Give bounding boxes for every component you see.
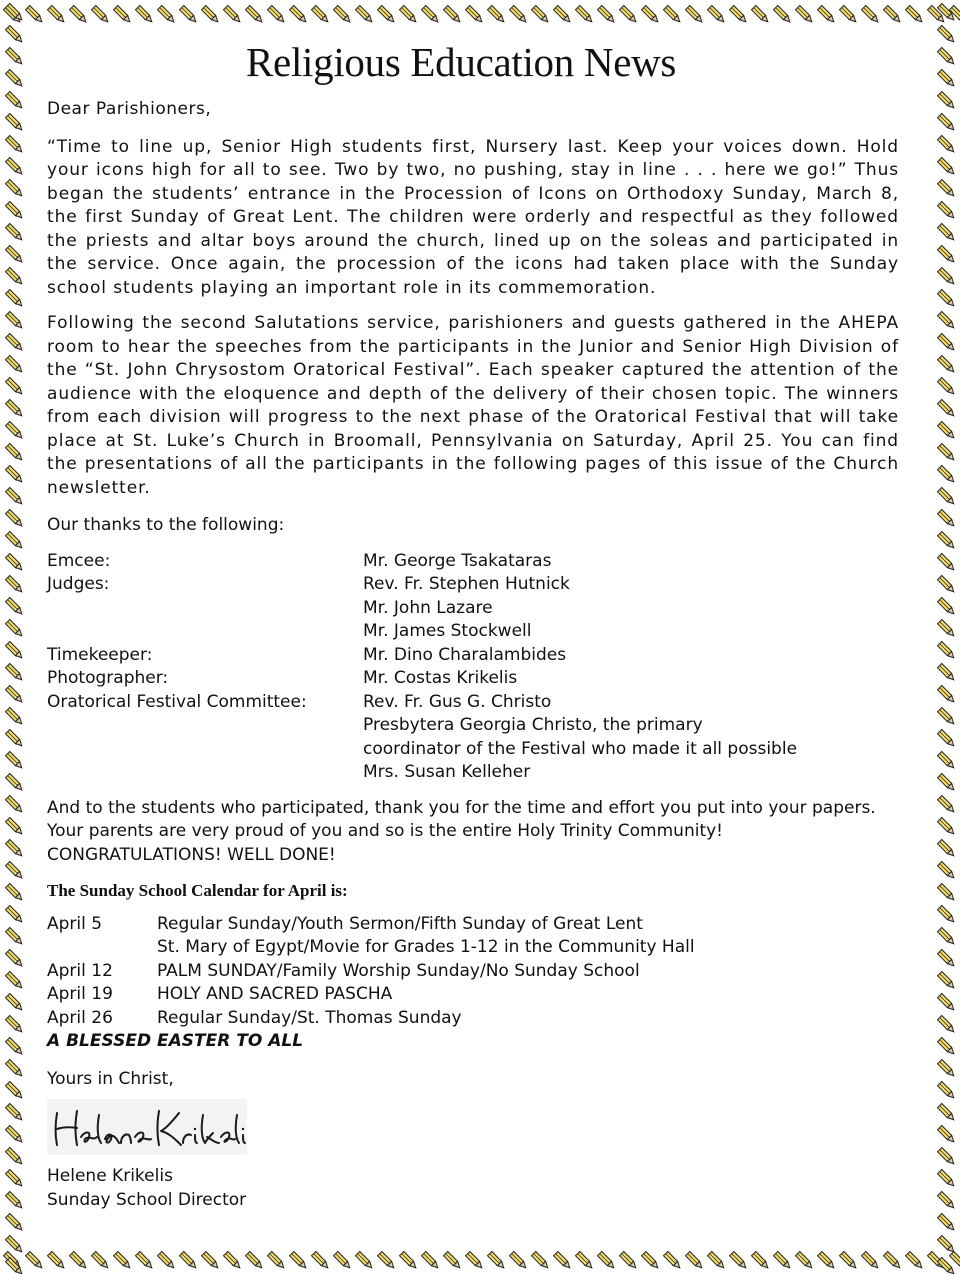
page-title: Religious Education News — [246, 39, 677, 85]
pencil-icon — [938, 510, 956, 528]
pencil-icon — [938, 202, 956, 220]
pencil-icon — [268, 6, 286, 24]
pencil-icon — [686, 6, 704, 24]
pencil-icon — [938, 884, 956, 902]
signer-title: Sunday School Director — [47, 1189, 247, 1210]
calendar-row — [47, 983, 695, 1007]
pencil-icon — [642, 1252, 660, 1270]
pencil-icon — [356, 6, 374, 24]
pencil-icon — [6, 928, 24, 946]
pencil-icon — [6, 532, 24, 550]
pencil-icon — [136, 1252, 154, 1270]
thanks-name: Mrs. Susan Kelleher — [363, 762, 531, 782]
thanks-row — [47, 550, 797, 574]
pencil-icon — [938, 70, 956, 88]
pencil-icon — [6, 598, 24, 616]
pencil-icon — [6, 1170, 24, 1188]
pencil-icon — [6, 290, 24, 308]
pencil-icon — [488, 6, 506, 24]
handwritten-signature — [47, 1099, 247, 1155]
pencil-icon — [6, 752, 24, 770]
pencil-icon — [938, 26, 956, 44]
pencil-icon — [884, 1252, 902, 1270]
pencil-icon — [752, 1252, 770, 1270]
pencil-icon — [938, 488, 956, 506]
pencil-icon — [862, 1252, 880, 1270]
signer-name: Helene Krikelis — [47, 1166, 173, 1186]
calendar-row — [47, 960, 695, 984]
pencil-icon — [6, 136, 24, 154]
pencil-icon — [6, 1038, 24, 1056]
pencil-icon — [554, 1252, 572, 1270]
pencil-icon — [576, 6, 594, 24]
calendar-events — [157, 1007, 695, 1031]
pencil-icon — [6, 312, 24, 330]
pencil-icon — [422, 6, 440, 24]
thanks-names — [363, 573, 797, 644]
pencil-icon — [6, 576, 24, 594]
pencil-icon — [6, 730, 24, 748]
pencil-icon — [6, 620, 24, 638]
calendar-date: April 19 — [47, 984, 113, 1004]
pencil-icon — [938, 444, 956, 462]
pencil-icon — [938, 840, 956, 858]
pencil-icon — [6, 158, 24, 176]
pencil-icon — [158, 6, 176, 24]
pencil-icon — [6, 224, 24, 242]
pencil-icon — [938, 246, 956, 264]
pencil-icon — [6, 862, 24, 880]
pencil-icon — [938, 4, 956, 22]
pencil-icon — [510, 1252, 528, 1270]
thanks-name: Presbytera Georgia Christo, the primary — [363, 715, 703, 735]
thanks-name: Mr. John Lazare — [363, 597, 493, 618]
paragraph-procession: “Time to line up, Senior High students first, Nursery last. Keep your voices down. Hold your icons high for all to see. Two by two, no pushing, stay in line . . . here we go!” Thus began the students’ entrance in the Procession of Icons on Orthodoxy Sunday, March 8, the first Sunday of Great Lent. The children were orderly and respectful as they followed the priests and altar boys around the church, lined up on the soleas and participated in the service. Once again, the procession of the icons had taken place with the Sunday school students playing an important role in its commemoration. — [47, 136, 899, 298]
pencil-icon — [312, 1252, 330, 1270]
pencil-icon — [554, 6, 572, 24]
calendar-event: St. Mary of Egypt/Movie for Grades 1-12 in the Community Hall — [157, 937, 695, 957]
calendar-event: HOLY AND SACRED PASCHA — [157, 984, 393, 1004]
calendar-table — [47, 913, 695, 1031]
pencil-icon — [400, 6, 418, 24]
pencil-icon — [180, 1252, 198, 1270]
pencil-icon — [938, 1258, 956, 1274]
pencil-icon — [938, 708, 956, 726]
pencil-icon — [26, 6, 44, 24]
pencil-icon — [6, 686, 24, 704]
pencil-icon — [6, 1104, 24, 1122]
calendar-date: April 5 — [47, 913, 103, 934]
pencil-icon — [6, 510, 24, 528]
pencil-icon — [598, 1252, 616, 1270]
thanks-names — [363, 550, 797, 574]
pencil-icon — [938, 1082, 956, 1100]
pencil-icon — [6, 1016, 24, 1034]
pencil-icon — [70, 6, 88, 24]
pencil-icon — [6, 1082, 24, 1100]
pencil-icon — [224, 6, 242, 24]
pencil-icon — [938, 730, 956, 748]
calendar-date: April 12 — [47, 960, 113, 981]
pencil-icon — [48, 6, 66, 24]
pencil-icon — [6, 796, 24, 814]
pencil-icon — [938, 158, 956, 176]
pencil-icon — [6, 840, 24, 858]
pencil-icon — [576, 1252, 594, 1270]
pencil-icon — [642, 6, 660, 24]
pencil-icon — [938, 48, 956, 66]
pencil-icon — [938, 642, 956, 660]
pencil-icon — [246, 6, 264, 24]
thanks-name: Rev. Fr. Gus G. Christo — [363, 691, 552, 712]
pencil-icon — [6, 708, 24, 726]
pencil-icon — [938, 1148, 956, 1166]
thanks-name: Mr. James Stockwell — [363, 621, 532, 641]
pencil-icon — [92, 6, 110, 24]
pencil-icon — [938, 664, 956, 682]
pencil-icon — [6, 664, 24, 682]
pencil-icon — [6, 1148, 24, 1166]
pencil-icon — [224, 1252, 242, 1270]
pencil-icon — [202, 6, 220, 24]
calendar-events — [157, 913, 695, 960]
pencil-icon — [6, 1126, 24, 1144]
pencil-icon — [938, 620, 956, 638]
pencil-icon — [938, 92, 956, 110]
pencil-icon — [938, 378, 956, 396]
pencil-icon — [906, 6, 924, 24]
pencil-icon — [422, 1252, 440, 1270]
pencil-icon — [938, 268, 956, 286]
calendar-heading: The Sunday School Calendar for April is: — [47, 881, 348, 900]
pencil-icon — [6, 114, 24, 132]
pencil-icon — [938, 290, 956, 308]
pencil-icon — [6, 70, 24, 88]
thanks-row — [47, 573, 797, 644]
pencil-icon — [938, 598, 956, 616]
pencil-icon — [444, 1252, 462, 1270]
pencil-icon — [290, 6, 308, 24]
pencil-icon — [158, 1252, 176, 1270]
pencil-icon — [6, 950, 24, 968]
pencil-border-left — [0, 0, 28, 1274]
pencil-icon — [6, 1236, 24, 1254]
pencil-icon — [938, 686, 956, 704]
pencil-icon — [70, 1252, 88, 1270]
pencil-icon — [312, 6, 330, 24]
pencil-icon — [796, 1252, 814, 1270]
thanks-names — [363, 667, 797, 691]
pencil-icon — [938, 224, 956, 242]
blessing: A BLESSED EASTER TO ALL — [47, 1031, 304, 1051]
pencil-icon — [938, 1016, 956, 1034]
thanks-names — [363, 644, 797, 668]
thanks-role: Oratorical Festival Committee: — [47, 691, 307, 712]
pencil-icon — [818, 6, 836, 24]
pencil-icon — [938, 1060, 956, 1078]
calendar-event: PALM SUNDAY/Family Worship Sunday/No Sunday School — [157, 960, 640, 981]
calendar-events — [157, 960, 695, 984]
pencil-icon — [6, 554, 24, 572]
pencil-icon — [466, 6, 484, 24]
calendar-row — [47, 913, 695, 960]
pencil-icon — [884, 6, 902, 24]
pencil-icon — [938, 862, 956, 880]
pencil-icon — [774, 1252, 792, 1270]
pencil-icon — [938, 532, 956, 550]
pencil-icon — [356, 1252, 374, 1270]
calendar-date: April 26 — [47, 1007, 113, 1028]
thanks-name: Mr. Costas Krikelis — [363, 668, 518, 688]
pencil-icon — [938, 466, 956, 484]
pencil-icon — [938, 796, 956, 814]
pencil-icon — [6, 906, 24, 924]
pencil-icon — [400, 1252, 418, 1270]
pencil-icon — [938, 312, 956, 330]
pencil-icon — [6, 378, 24, 396]
paragraph-oratorical: Following the second Salutations service, parishioners and guests gathered in the AHEPA room to hear the speeches from the participants in the Junior and Senior High Division of the “St. John Chrysostom Oratorical Festival”. Each speaker captured the attention of the audience with the eloquence and depth of the delivery of their chosen topic. The winners from each division will progress to the next phase of the Oratorical Festival that will take place at St. Luke’s Church in Broomall, Pennsylvania on Saturday, April 25. You can find the presentations of all the participants in the following pages of this issue of the Church newsletter. — [47, 313, 899, 498]
pencil-icon — [938, 950, 956, 968]
closing: Yours in Christ, — [47, 1068, 174, 1089]
pencil-icon — [6, 356, 24, 374]
pencil-icon — [114, 1252, 132, 1270]
pencil-icon — [6, 884, 24, 902]
greeting: Dear Parishioners, — [47, 99, 212, 119]
thanks-name: Mr. Dino Charalambides — [363, 644, 567, 665]
pencil-icon — [6, 1060, 24, 1078]
pencil-icon — [136, 6, 154, 24]
pencil-icon — [938, 1170, 956, 1188]
pencil-icon — [938, 994, 956, 1012]
pencil-icon — [6, 48, 24, 66]
pencil-icon — [730, 6, 748, 24]
pencil-icon — [938, 928, 956, 946]
pencil-icon — [6, 246, 24, 264]
thanks-role: Timekeeper: — [47, 644, 153, 665]
pencil-icon — [334, 6, 352, 24]
pencil-icon — [938, 774, 956, 792]
pencil-icon — [202, 1252, 220, 1270]
pencil-icon — [48, 1252, 66, 1270]
pencil-icon — [796, 6, 814, 24]
students-note: And to the students who participated, thank you for the time and effort you put into your papers. Your parents are very proud of you and so is the entire Holy Trinity Community! CONGRATULATIONS! WELL DONE! — [47, 797, 876, 865]
pencil-icon — [6, 1214, 24, 1232]
pencil-icon — [488, 1252, 506, 1270]
pencil-icon — [268, 1252, 286, 1270]
thanks-name: Rev. Fr. Stephen Hutnick — [363, 574, 570, 594]
signature-image — [47, 1099, 247, 1155]
pencil-icon — [6, 774, 24, 792]
pencil-icon — [620, 1252, 638, 1270]
pencil-border-right — [932, 0, 960, 1274]
pencil-icon — [620, 6, 638, 24]
pencil-icon — [378, 1252, 396, 1270]
pencil-icon — [246, 1252, 264, 1270]
pencil-icon — [938, 818, 956, 836]
calendar-event: Regular Sunday/Youth Sermon/Fifth Sunday of Great Lent — [157, 913, 643, 934]
pencil-icon — [6, 642, 24, 660]
pencil-icon — [664, 1252, 682, 1270]
signer-block — [47, 1165, 899, 1212]
thanks-role: Emcee: — [47, 550, 111, 571]
pencil-icon — [378, 6, 396, 24]
pencil-icon — [664, 6, 682, 24]
pencil-icon — [938, 576, 956, 594]
pencil-icon — [6, 202, 24, 220]
pencil-icon — [938, 1104, 956, 1122]
pencil-icon — [6, 818, 24, 836]
pencil-icon — [938, 422, 956, 440]
pencil-icon — [334, 1252, 352, 1270]
pencil-icon — [6, 26, 24, 44]
pencil-icon — [818, 1252, 836, 1270]
thanks-row — [47, 691, 797, 785]
pencil-icon — [598, 6, 616, 24]
thanks-table — [47, 550, 797, 785]
pencil-icon — [938, 1214, 956, 1232]
pencil-icon — [6, 4, 24, 22]
pencil-icon — [26, 1252, 44, 1270]
pencil-icon — [862, 6, 880, 24]
pencil-icon — [6, 1192, 24, 1210]
pencil-icon — [938, 1236, 956, 1254]
pencil-icon — [180, 6, 198, 24]
pencil-icon — [466, 1252, 484, 1270]
calendar-row — [47, 1007, 695, 1031]
letter-body — [47, 98, 899, 1212]
pencil-icon — [938, 1126, 956, 1144]
pencil-icon — [938, 906, 956, 924]
pencil-icon — [938, 114, 956, 132]
pencil-icon — [938, 334, 956, 352]
pencil-icon — [532, 6, 550, 24]
thanks-role: Judges: — [47, 574, 110, 594]
pencil-icon — [938, 400, 956, 418]
pencil-icon — [938, 752, 956, 770]
thanks-intro: Our thanks to the following: — [47, 515, 285, 535]
pencil-icon — [840, 6, 858, 24]
pencil-icon — [938, 356, 956, 374]
pencil-icon — [708, 1252, 726, 1270]
pencil-icon — [6, 400, 24, 418]
pencil-icon — [6, 994, 24, 1012]
pencil-icon — [92, 1252, 110, 1270]
thanks-names — [363, 691, 797, 785]
pencil-icon — [532, 1252, 550, 1270]
pencil-icon — [730, 1252, 748, 1270]
pencil-icon — [6, 488, 24, 506]
pencil-icon — [290, 1252, 308, 1270]
pencil-icon — [906, 1252, 924, 1270]
pencil-icon — [938, 1038, 956, 1056]
pencil-icon — [938, 554, 956, 572]
pencil-icon — [6, 1258, 24, 1274]
thanks-name: coordinator of the Festival who made it all possible — [363, 738, 798, 759]
thanks-role: Photographer: — [47, 668, 169, 688]
pencil-border-top — [0, 0, 960, 28]
pencil-icon — [686, 1252, 704, 1270]
pencil-icon — [6, 180, 24, 198]
pencil-icon — [938, 136, 956, 154]
calendar-events — [157, 983, 695, 1007]
thanks-row — [47, 667, 797, 691]
pencil-icon — [6, 466, 24, 484]
pencil-icon — [114, 6, 132, 24]
pencil-icon — [938, 972, 956, 990]
pencil-icon — [6, 268, 24, 286]
pencil-icon — [6, 92, 24, 110]
pencil-border-bottom — [0, 1246, 960, 1274]
pencil-icon — [708, 6, 726, 24]
thanks-row — [47, 644, 797, 668]
pencil-icon — [6, 444, 24, 462]
pencil-icon — [6, 422, 24, 440]
pencil-icon — [938, 180, 956, 198]
pencil-icon — [6, 972, 24, 990]
pencil-icon — [6, 334, 24, 352]
thanks-name: Mr. George Tsakataras — [363, 550, 552, 571]
pencil-icon — [510, 6, 528, 24]
pencil-icon — [774, 6, 792, 24]
pencil-icon — [752, 6, 770, 24]
calendar-event: Regular Sunday/St. Thomas Sunday — [157, 1007, 462, 1028]
pencil-icon — [444, 6, 462, 24]
pencil-icon — [938, 1192, 956, 1210]
pencil-icon — [840, 1252, 858, 1270]
